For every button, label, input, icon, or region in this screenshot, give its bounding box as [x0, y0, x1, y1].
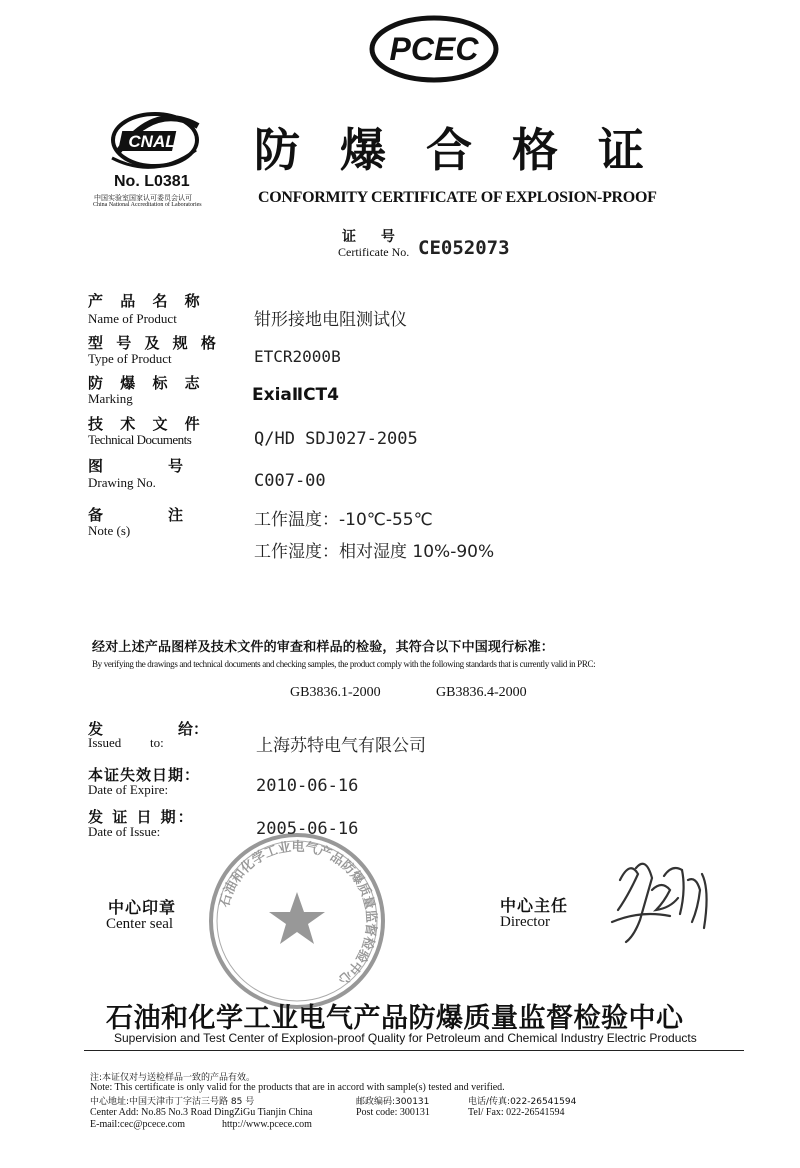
field-label-cn: 产 品 名 称	[88, 292, 206, 310]
cnal-logo	[100, 104, 210, 176]
center-seal-label-en: Center seal	[106, 916, 174, 932]
issue-date-label-cn: 发 证 日 期：	[88, 808, 195, 826]
svg-text:CNAL: CNAL	[128, 132, 176, 151]
issue-date: 2005-06-16	[256, 819, 359, 839]
center-seal-label-cn: 中心印章	[108, 898, 177, 917]
field-value-marking: ExiaⅡCT4	[252, 385, 339, 405]
email: E-mail:cec@pcece.com	[90, 1119, 185, 1130]
cert-label-en: Certificate No.	[338, 245, 410, 259]
director-label-cn: 中心主任	[500, 896, 569, 915]
verify-text-en: By verifying the drawings and technical documents and checking samples, the product comply with the following standards that is currently valid in PRC:	[92, 659, 596, 669]
field-label-cn: 防 爆 标 志	[88, 374, 206, 392]
field-label-en: Note (s)	[88, 523, 131, 538]
field-label-cn: 号	[168, 457, 184, 475]
issued-to-label-en: to:	[150, 735, 164, 750]
director-signature	[600, 850, 720, 950]
field-value: Q/HD SDJ027-2005	[254, 429, 418, 449]
expire-date: 2010-06-16	[256, 776, 359, 796]
issue-date-label-en: Date of Issue:	[88, 824, 161, 839]
title-cn: 防 爆 合 格 证	[254, 123, 657, 177]
field-label-en: Drawing No.	[88, 475, 156, 490]
svg-text:石油和化学工业电气产品防爆质量监督检验中心: 石油和化学工业电气产品防爆质量监督检验中心	[217, 839, 379, 987]
cnal-en-caption: China National Accreditation of Laboratories	[93, 202, 202, 208]
tel-en: Tel/ Fax: 022-26541594	[468, 1107, 565, 1118]
postcode-en: Post code: 300131	[356, 1107, 430, 1118]
cert-number: CE052073	[418, 237, 510, 259]
field-value: C007-00	[254, 471, 326, 491]
tel-cn: 电话/传真:022-26541594	[468, 1097, 577, 1107]
field-value: 工作温度：-10℃-55℃	[254, 510, 433, 530]
standard: GB3836.1-2000	[290, 685, 381, 700]
field-label-cn: 注	[168, 506, 184, 524]
issued-to-label-cn: 发	[88, 720, 104, 738]
svg-text:PCEC: PCEC	[389, 31, 479, 67]
field-label-en: Type of Product	[88, 351, 172, 366]
issued-to-label-cn: 给：	[178, 720, 209, 738]
org-name-cn: 石油和化学工业电气产品防爆质量监督检验中心	[106, 1003, 684, 1034]
footer-divider	[84, 1050, 744, 1051]
expire-label-en: Date of Expire:	[88, 782, 169, 797]
field-label-cn: 备	[88, 506, 104, 524]
director-label-en: Director	[500, 914, 550, 930]
cert-label-cn: 证 号	[342, 229, 405, 245]
website: http://www.pcece.com	[222, 1119, 312, 1130]
title-en: CONFORMITY CERTIFICATE OF EXPLOSION-PROOF	[258, 189, 657, 206]
field-label-cn: 图	[88, 457, 104, 475]
issued-to-label-en: Issued	[88, 735, 122, 750]
field-label-en: Marking	[88, 391, 133, 406]
verify-text-cn: 经对上述产品图样及技术文件的审查和样品的检验，其符合以下中国现行标准：	[92, 640, 555, 655]
cnal-cn-caption: 中国实验室国家认可委员会认可	[94, 194, 192, 202]
org-name-en: Supervision and Test Center of Explosion-proof Quality for Petroleum and Chemical Industry Electric Products	[114, 1031, 697, 1045]
issued-to-value: 上海苏特电气有限公司	[256, 736, 426, 756]
cnal-number: No. L0381	[114, 173, 190, 190]
field-value: ETCR2000B	[254, 347, 341, 366]
field-label-cn: 技 术 文 件	[88, 415, 206, 433]
note-cn: 注:本证仅对与送检样品一致的产品有效。	[90, 1073, 256, 1083]
field-label-cn: 型 号 及 规 格	[88, 334, 220, 352]
note-en: Note: This certificate is only valid for the products that are in accord with sample(s) tested and verified.	[90, 1082, 505, 1093]
field-label-en: Technical Documents	[88, 432, 192, 447]
expire-label-cn: 本证失效日期：	[88, 766, 201, 784]
field-value-2: 工作湿度：相对湿度 10%-90%	[254, 542, 495, 562]
field-value: 钳形接地电阻测试仪	[254, 310, 407, 330]
address-cn: 中心地址:中国天津市丁字沽三号路 85 号	[90, 1097, 255, 1107]
standard: GB3836.4-2000	[436, 685, 527, 700]
postcode-cn: 邮政编码:300131	[356, 1097, 430, 1107]
address-en: Center Add: No.85 No.3 Road DingZiGu Tianjin China	[90, 1107, 313, 1118]
field-label-en: Name of Product	[88, 311, 177, 326]
official-stamp	[206, 830, 388, 1012]
pcec-logo	[368, 14, 500, 84]
